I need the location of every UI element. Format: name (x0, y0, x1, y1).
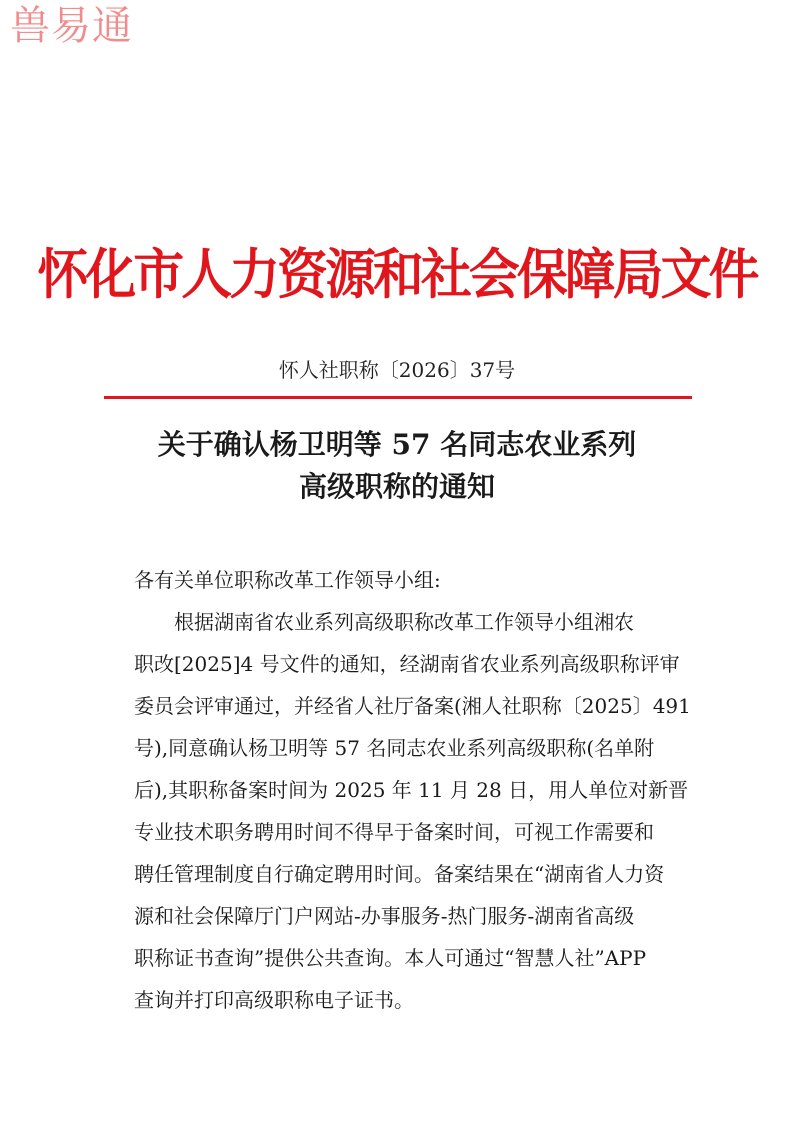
body-line: 号),同意确认杨卫明等 57 名同志农业系列高级职称(名单附 (134, 736, 655, 760)
body-line: 聘任管理制度自行确定聘用时间。备案结果在“湖南省人力资 (134, 862, 665, 886)
notice-title (0, 424, 794, 508)
body-line: 专业技术职务聘用时间不得早于备案时间，可视工作需要和 (134, 820, 654, 844)
body-line: 职称证书查询”提供公共查询。本人可通过“智慧人社”APP (134, 946, 647, 970)
document-number: 怀人社职称〔2026〕37号 (278, 358, 516, 382)
body-line: 职改[2025]4 号文件的通知，经湖南省农业系列高级职称评审 (134, 652, 680, 676)
watermark-logo: 兽易通 (10, 3, 133, 49)
red-divider-line (104, 396, 692, 399)
body-line: 根据湖南省农业系列高级职称改革工作领导小组湘农 (174, 610, 634, 634)
body-line: 委员会评审通过，并经省人社厅备案(湘人社职称〔2025〕491 (134, 694, 691, 718)
document-header-title: 怀化市人力资源和社会保障局文件 (37, 243, 757, 306)
notice-title-line-2: 高级职称的通知 (298, 470, 495, 503)
body-line: 源和社会保障厅门户网站-办事服务-热门服务-湖南省高级 (134, 904, 635, 928)
notice-title-line-1: 关于确认杨卫明等 57 名同志农业系列 (157, 428, 637, 461)
salutation: 各有关单位职称改革工作领导小组: (134, 568, 441, 592)
body-line: 后),其职称备案时间为 2025 年 11 月 28 日，用人单位对新晋 (134, 778, 689, 802)
body-line: 查询并打印高级职称电子证书。 (134, 988, 414, 1012)
